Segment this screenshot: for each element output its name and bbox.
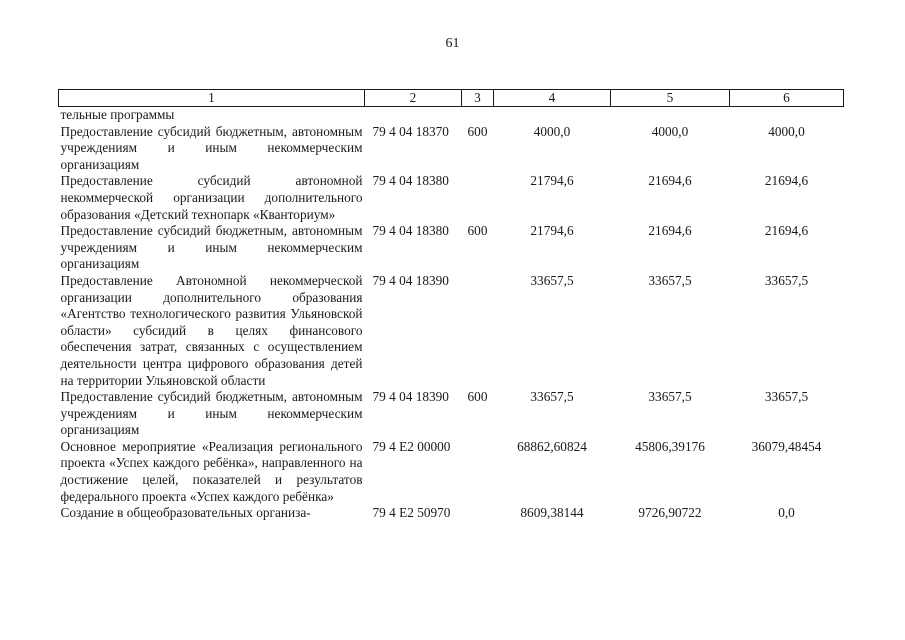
table-row <box>59 505 844 522</box>
row-value-2: 45806,39176 <box>635 438 705 454</box>
row-value-2: 21694,6 <box>648 173 692 189</box>
column-header-3: 3 <box>462 90 494 107</box>
row-value-2: 21694,6 <box>648 223 692 239</box>
row-value-2: 4000,0 <box>651 123 689 139</box>
table-row <box>59 124 844 174</box>
row-name: Предоставление субсидий автономной некоммерческой организации дополнительного образования «Детский технопарк «Кванториум» <box>60 173 363 222</box>
row-value-2 <box>611 107 730 124</box>
header-row <box>59 90 844 107</box>
row-value-2: 33657,5 <box>648 389 692 405</box>
row-name: Основное мероприятие «Реализация регионального проекта «Успех каждого ребёнка», направленного на достижение целей, показателей и результатов федерального проекта «Успех каждого ребёнка» <box>60 438 363 504</box>
row-expense-type: 600 <box>467 123 488 139</box>
budget-table <box>58 89 844 522</box>
row-code <box>365 107 462 124</box>
table-row <box>59 223 844 273</box>
table-row <box>59 273 844 389</box>
column-header-6: 6 <box>730 90 844 107</box>
column-header-4: 4 <box>494 90 611 107</box>
table-row <box>59 439 844 505</box>
row-name: Предоставление субсидий бюджетным, автономным учреждениям и иным некоммерческим организациям <box>60 223 363 272</box>
row-name: Создание в общеобразовательных организа- <box>60 505 311 521</box>
row-name: Предоставление субсидий бюджетным, автономным учреждениям и иным некоммерческим организациям <box>60 123 363 172</box>
row-code: 79 4 04 18380 <box>372 173 449 189</box>
row-code: 79 4 E2 00000 <box>372 438 451 454</box>
row-code: 79 4 04 18380 <box>372 223 449 239</box>
row-value-1: 68862,60824 <box>517 438 587 454</box>
column-header-5: 5 <box>611 90 730 107</box>
table-row <box>59 107 844 124</box>
row-expense-type <box>462 505 494 522</box>
row-value-3: 33657,5 <box>764 389 809 405</box>
row-value-1: 21794,6 <box>530 223 574 239</box>
row-expense-type <box>462 107 494 124</box>
table-header <box>59 90 844 107</box>
row-value-3: 33657,5 <box>764 272 809 288</box>
table-row <box>59 389 844 439</box>
row-code: 79 4 E2 50970 <box>372 505 451 521</box>
row-value-3: 36079,48454 <box>751 438 822 454</box>
column-header-1: 1 <box>59 90 365 107</box>
row-value-3: 21694,6 <box>764 173 809 189</box>
row-name: Предоставление Автономной некоммерческой организации дополнительного образования «Агентство технологического развития Ульяновской области» субсидий в целях финансового обеспечения затрат, связанных с осуществлением деятельности центра цифрового образования детей на территории Ульяновской области <box>60 272 363 388</box>
row-name: Предоставление субсидий бюджетным, автономным учреждениям и иным некоммерческим организациям <box>60 389 363 438</box>
row-expense-type <box>462 273 494 389</box>
row-expense-type <box>462 439 494 505</box>
table-body <box>59 107 844 522</box>
row-value-1: 4000,0 <box>533 123 571 139</box>
row-value-1: 8609,38144 <box>520 505 584 521</box>
row-code: 79 4 04 18390 <box>372 389 449 405</box>
row-expense-type: 600 <box>467 389 488 405</box>
row-value-2: 9726,90722 <box>638 505 702 521</box>
row-expense-type: 600 <box>467 223 488 239</box>
row-value-1 <box>494 107 611 124</box>
column-header-2: 2 <box>365 90 462 107</box>
page-number: 61 <box>445 36 460 51</box>
row-value-1: 33657,5 <box>530 389 574 405</box>
row-code: 79 4 04 18390 <box>372 272 449 288</box>
row-value-1: 33657,5 <box>530 272 574 288</box>
row-value-2: 33657,5 <box>648 272 692 288</box>
row-value-3: 4000,0 <box>768 123 805 139</box>
row-value-3: 21694,6 <box>764 223 809 239</box>
table-row <box>59 173 844 223</box>
row-expense-type <box>462 173 494 223</box>
row-name: тельные программы <box>60 107 175 122</box>
row-value-3 <box>730 107 844 124</box>
row-code: 79 4 04 18370 <box>372 123 449 139</box>
row-value-3: 0,0 <box>778 505 795 521</box>
row-value-1: 21794,6 <box>530 173 574 189</box>
